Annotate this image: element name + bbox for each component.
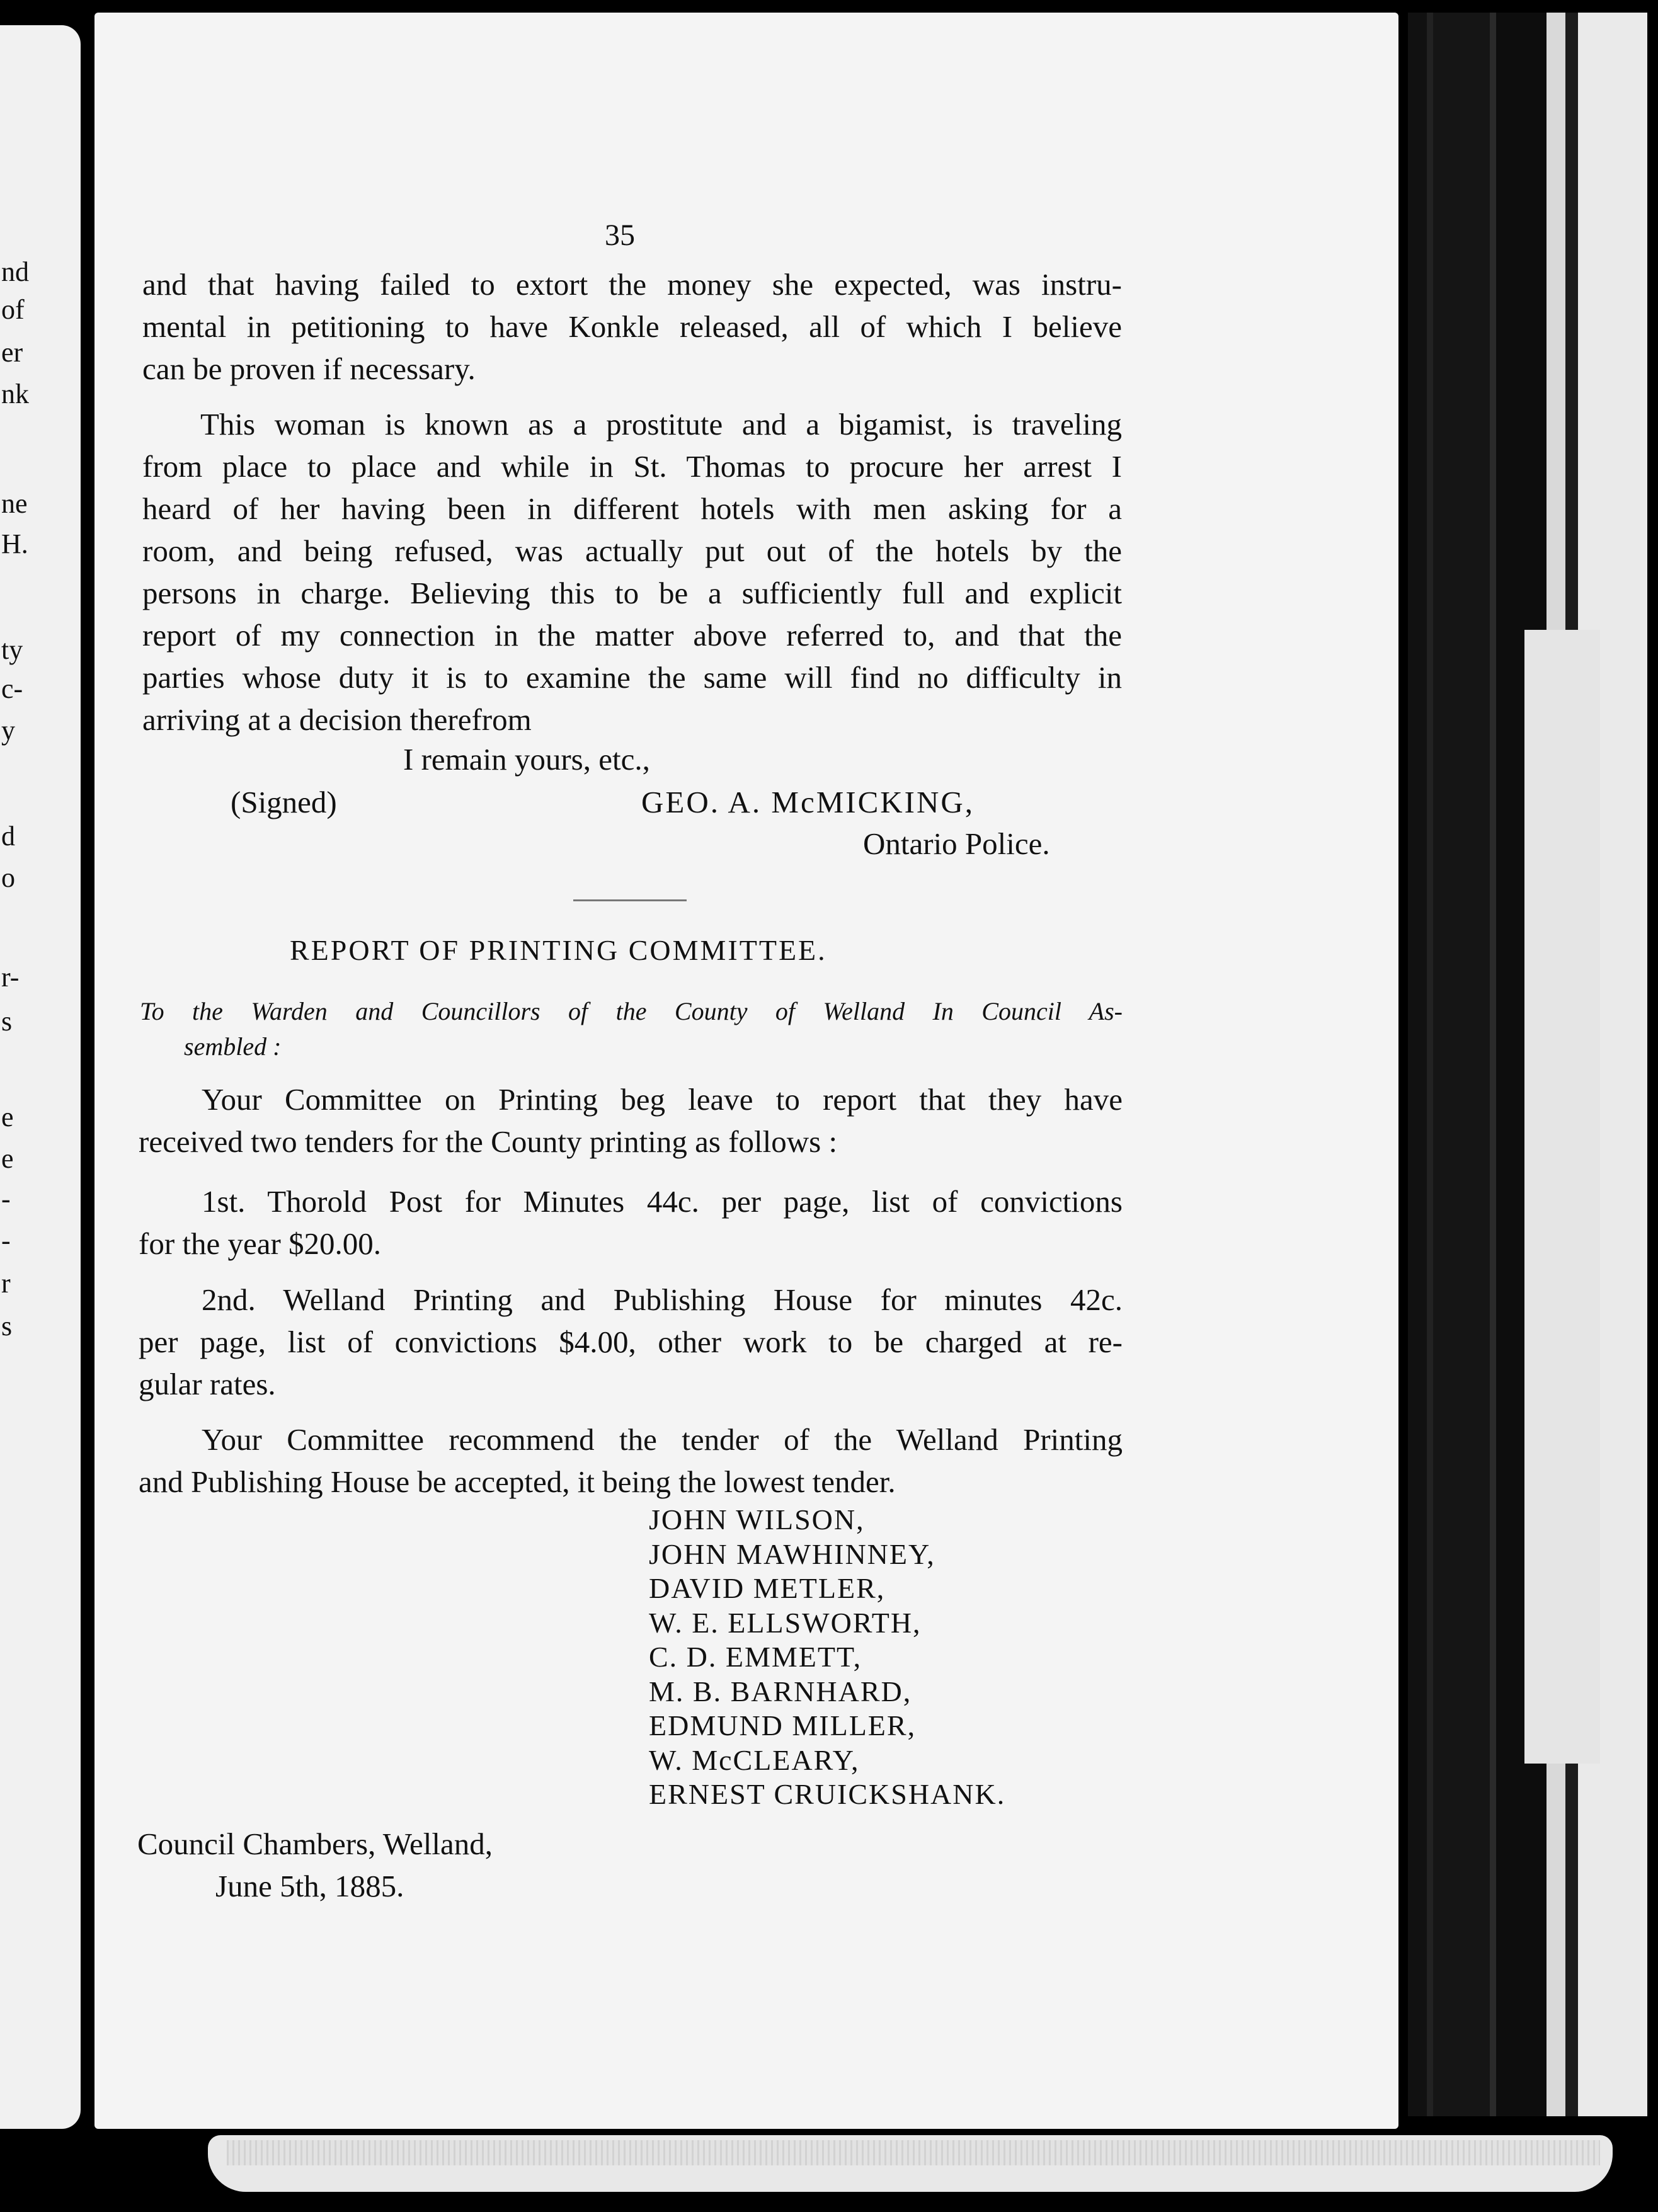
page-bottom-texture: [227, 2140, 1600, 2165]
tender-2: [139, 1279, 1123, 1405]
report-intro: [139, 1078, 1123, 1163]
previous-page-fragment: ne: [1, 488, 28, 519]
report-title: REPORT OF PRINTING COMMITTEE.: [290, 934, 827, 966]
previous-page-fragment: nd: [1, 256, 29, 287]
previous-page-fragment: e: [1, 1102, 14, 1132]
previous-page-fragment: o: [1, 862, 15, 893]
text-line: parties whose duty it is to examine the same will find no difficulty in: [142, 660, 1122, 695]
text-line: can be proven if necessary.: [142, 351, 476, 386]
signatory-name: EDMUND MILLER,: [649, 1709, 917, 1742]
previous-page-fragment: d: [1, 821, 15, 852]
previous-page-fragment: -: [1, 1183, 11, 1214]
text-line: per page, list of convictions $4.00, other work to be charged at re-: [139, 1325, 1123, 1359]
signatory-name: M. B. BARNHARD,: [649, 1675, 912, 1707]
text-line: Your Committee on Printing beg leave to report that they have: [202, 1082, 1123, 1117]
signatory-name: JOHN WILSON,: [649, 1503, 865, 1536]
text-line: To the Warden and Councillors of the County of Welland In Council As-: [140, 997, 1123, 1025]
page-number: 35: [605, 219, 635, 252]
text-line: persons in charge. Believing this to be a sufficiently full and explicit: [142, 576, 1122, 610]
previous-page-fragment: nk: [1, 379, 29, 409]
letter-closing: I remain yours, etc.,: [403, 742, 650, 777]
text-line: and that having failed to extort the money she expected, was instru-: [142, 267, 1122, 302]
previous-page-fragment: y: [1, 715, 15, 746]
signed-label: (Signed): [231, 785, 337, 819]
text-line: arriving at a decision therefrom: [142, 702, 532, 737]
place: Council Chambers, Welland,: [137, 1827, 493, 1861]
previous-page-fragment: s: [1, 1006, 13, 1037]
text-line: and Publishing House be accepted, it being the lowest tender.: [139, 1464, 896, 1499]
signatory-name: W. McCLEARY,: [649, 1743, 860, 1776]
book-edge-tab: [1524, 630, 1600, 1764]
previous-page-fragment: s: [1, 1311, 13, 1342]
place-and-date: [137, 1823, 493, 1907]
letter-paragraph-1: [142, 263, 1122, 390]
previous-page-fragment: -: [1, 1225, 11, 1256]
previous-page-fragment: e: [1, 1143, 14, 1174]
signatories-list: [649, 1503, 1005, 1812]
text-line: gular rates.: [139, 1367, 276, 1401]
date: June 5th, 1885.: [215, 1869, 404, 1903]
report-recommendation: [139, 1418, 1123, 1503]
text-line: This woman is known as a prostitute and a bigamist, is traveling: [200, 407, 1122, 442]
previous-page-fragment: H.: [1, 528, 28, 559]
text-line: from place to place and while in St. Thomas to procure her arrest I: [142, 449, 1122, 484]
signatory-name: JOHN MAWHINNEY,: [649, 1537, 935, 1570]
signatory-name: C. D. EMMETT,: [649, 1641, 862, 1673]
previous-page-fragment: r-: [1, 962, 20, 993]
report-salutation: [140, 994, 1123, 1064]
previous-page-fragment: c-: [1, 673, 23, 704]
text-line: 1st. Thorold Post for Minutes 44c. per page, list of convictions: [202, 1184, 1123, 1219]
signer-title: Ontario Police.: [863, 826, 1050, 861]
previous-page-fragment: ty: [1, 634, 23, 665]
text-line: Your Committee recommend the tender of the Welland Printing: [202, 1422, 1123, 1457]
text-line: sembled :: [184, 1032, 282, 1061]
previous-page-fragment: of: [1, 294, 25, 325]
text-line: room, and being refused, was actually put out of the hotels by the: [142, 533, 1122, 568]
tender-1: [139, 1180, 1123, 1265]
signatory-name: DAVID METLER,: [649, 1572, 886, 1604]
previous-page-fragment: er: [1, 337, 23, 368]
signatory-name: W. E. ELLSWORTH,: [649, 1606, 922, 1639]
signatory-name: ERNEST CRUICKSHANK.: [649, 1778, 1006, 1810]
text-line: report of my connection in the matter above referred to, and that the: [142, 618, 1122, 653]
text-line: 2nd. Welland Printing and Publishing House for minutes 42c.: [202, 1282, 1123, 1317]
text-line: for the year $20.00.: [139, 1226, 382, 1261]
section-divider: [573, 899, 687, 901]
letter-paragraph-2: [142, 403, 1122, 741]
text-line: mental in petitioning to have Konkle released, all of which I believe: [142, 309, 1122, 344]
text-line: heard of her having been in different hotels with men asking for a: [142, 491, 1122, 526]
previous-page-fragment: r: [1, 1268, 11, 1299]
text-line: received two tenders for the County printing as follows :: [139, 1124, 838, 1159]
signer-name: GEO. A. McMICKING,: [641, 785, 975, 819]
